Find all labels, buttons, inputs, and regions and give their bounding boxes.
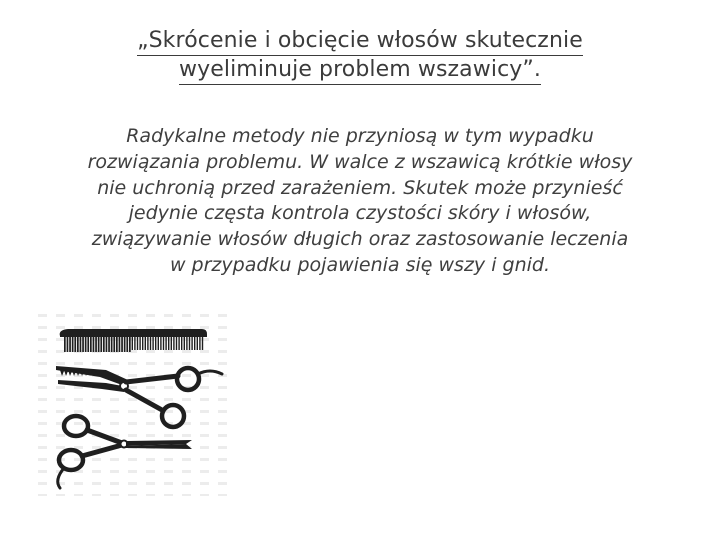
comb-tooth xyxy=(202,336,203,350)
body-line: jedynie częsta kontrola czystości skóry i włosów, xyxy=(128,202,592,225)
comb-tooth xyxy=(137,336,138,350)
comb-tooth xyxy=(173,336,174,350)
comb-tooth xyxy=(108,336,110,352)
comb-tooth xyxy=(129,336,131,352)
comb-tooth xyxy=(163,336,164,350)
comb-tooth xyxy=(160,336,161,350)
body-line: rozwiązania problemu. W walce z wszawicą krótkie włosy xyxy=(87,150,633,173)
comb-tooth xyxy=(69,336,71,352)
body-paragraph xyxy=(20,124,700,279)
comb-tooth xyxy=(150,336,151,350)
comb-tooth xyxy=(100,336,102,352)
comb-tooth xyxy=(194,336,195,350)
comb-tooth xyxy=(98,336,100,352)
comb-tooth xyxy=(139,336,140,350)
comb-tooth xyxy=(74,336,76,352)
comb-tooth xyxy=(126,336,128,352)
comb-tooth xyxy=(168,336,169,350)
comb-tooth xyxy=(165,336,166,350)
comb-tooth xyxy=(155,336,156,350)
comb-tooth xyxy=(134,336,135,350)
comb-tooth xyxy=(64,336,66,352)
comb-tooth xyxy=(93,336,95,352)
comb-tooth xyxy=(197,336,198,350)
comb-tooth xyxy=(106,336,108,352)
comb-tooth xyxy=(142,336,143,350)
comb-tooth xyxy=(116,336,118,352)
comb-tooth xyxy=(186,336,187,350)
comb-tooth xyxy=(113,336,115,352)
comb-tooth xyxy=(80,336,82,352)
slide-title xyxy=(60,27,660,85)
comb-tooth xyxy=(189,336,190,350)
comb-tooth xyxy=(85,336,87,352)
comb-tooth xyxy=(67,336,69,352)
body-line: nie uchronią przed zarażeniem. Skutek może przynieść xyxy=(97,176,623,199)
comb-tooth xyxy=(147,336,148,350)
comb-tooth xyxy=(171,336,172,350)
title-line: „Skrócenie i obcięcie włosów skutecznie xyxy=(137,27,583,56)
title-line: wyeliminuje problem wszawicy”. xyxy=(179,56,541,85)
comb-tooth xyxy=(184,336,185,350)
body-line: związywanie włosów długich oraz zastosowanie leczenia xyxy=(91,228,629,251)
comb-tooth xyxy=(191,336,192,350)
comb-tooth xyxy=(176,336,177,350)
comb-tooth xyxy=(158,336,159,350)
comb-tooth xyxy=(181,336,182,350)
comb-and-scissors-illustration xyxy=(36,310,230,496)
comb-tooth xyxy=(72,336,74,352)
comb-tooth xyxy=(90,336,92,352)
comb-tooth xyxy=(95,336,97,352)
comb-tooth xyxy=(178,336,179,350)
comb-tooth xyxy=(87,336,89,352)
comb-tooth xyxy=(119,336,121,352)
comb-tooth xyxy=(145,336,146,350)
comb-tooth xyxy=(132,336,133,350)
comb-tooth xyxy=(82,336,84,352)
body-line: Radykalne metody nie przyniosą w tym wypadku xyxy=(126,125,594,147)
comb-tooth xyxy=(111,336,113,352)
comb-tooth xyxy=(103,336,105,352)
comb-tooth xyxy=(124,336,126,352)
body-line: w przypadku pojawienia się wszy i gnid. xyxy=(169,253,551,276)
comb-tooth xyxy=(199,336,200,350)
comb-tooth xyxy=(77,336,79,352)
comb-tooth xyxy=(152,336,153,350)
comb-tooth xyxy=(121,336,123,352)
